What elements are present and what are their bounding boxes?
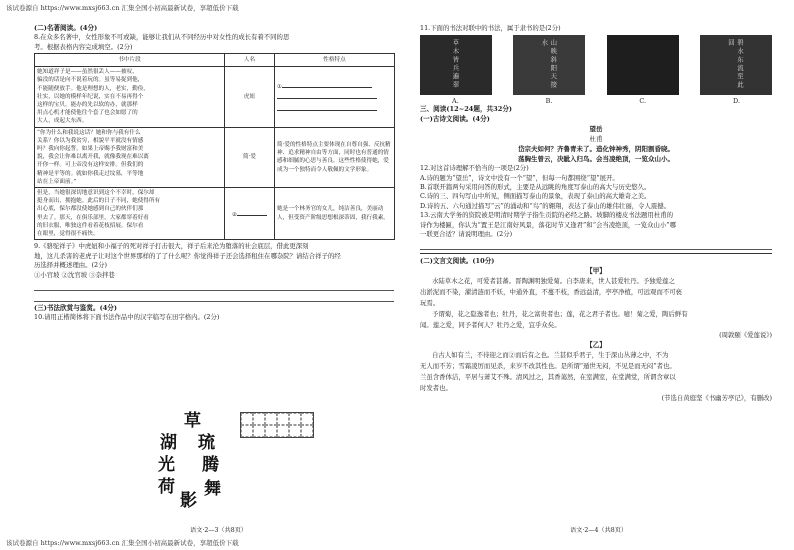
tianzige-grid[interactable] [240,412,314,438]
couplet-photo-d[interactable]: 碧水东流至此回 [700,35,772,95]
q12-option-a[interactable]: A.诗的题为“望岳”，诗文中没有一个“望”，但每一句都围绕“望”展开。 [420,173,619,182]
page-number-left: 语文·2—3（共8页） [190,527,248,534]
passage-jia-source: (周敦颐《爱莲说》) [719,331,772,340]
name-cell: 简·爱 [225,127,275,187]
poem-line: 荡胸生曾云，决眦入归鸟。会当凌绝顶，一览众山小。 [518,155,674,164]
calligraphy-char: 影 [180,491,197,508]
trait-cell: 她是一个林务官的女儿，纯洁善良，美丽动人，但受资产阶级思想根深蒂固，我行我素。 [275,188,395,240]
passage-yi-source: (节选自黄庭坚《书幽芳亭记》，有删改) [661,394,772,403]
table-header-excerpt: 书中片段 [35,54,225,67]
excerpt-cell: 她知道祥子是——虽然很丢人——被叹、 骗没的话是向不说着玩的。虽等易捉到他， 不能随便放手。他是理想的人，老实，勤俭， 壮实，以她的模样年纪说，实在不易再得个 这样的宝贝。能办的先以软的办，就那样 用点心机才能使他往个套了也会如愿了的 大人，成起大东西。 [35,67,225,127]
q13-line2: 诗作为楼匾，你认为“置王是江南好风景，落花时节又逢君”和“会当凌绝顶，一览众山小”哪 [420,220,676,229]
footer-watermark: 该试卷源自 https://www.mxsj663.cn 汇集全国小初高最新试卷，享超低价下载 [6,539,239,547]
poem-line: 岱宗夫如何？齐鲁青未了。造化钟神秀，阴阳割昏晓。 [518,145,674,154]
poem-title: 望岳 [589,125,603,134]
option-b-label: B. [545,97,553,106]
option-a-label: A. [452,97,459,106]
excerpt-cell: 但是，当她很深切地意识到这个不幸时，保尔却 挺身而出，拥抱她。此后的日子不同，她使得所有 出心底，保尔都没使她感到自己的伙伴们那 里去了。那天，在俱乐部里，大家都穿着好看 的旧衣服，唯独这件看着花枝招展。保尔看 在眼里，觉得很不痛快。 [35,188,225,240]
section-title-classics: (二)名著阅读。(4分) [34,24,98,32]
option-c-label: C. [639,97,647,106]
trait-cell: 简·爱的性格特点主要体现在自尊自强、反抗精神、追求精神自由等方面，同时也有普通的情感和细腻的心思与善良。这些性格使得她，爱成为一个独特而令人敬佩的文学形象。 [275,127,395,187]
calligraphy-char: 草 [184,411,201,431]
character-table [34,53,395,240]
q8-line1: 8.在众多名著中，女性形象不可或缺，能够让我们从不同经历中对女性的成长有着不同的思 [34,33,290,42]
calligraphy-char: 琉 [198,433,215,453]
page-number-right: 语文·2—4（共8页） [570,527,628,534]
table-row [35,127,395,187]
right-page [420,24,772,534]
header-watermark: 该试卷源自 https://www.mxsj663.cn 汇集全国小初高最新试卷，享超低价下载 [6,4,239,12]
subsection-poetry: (一)古诗文阅读。(4分) [420,114,490,123]
divider [420,253,772,254]
q9-line3: 历选择并概述理由。(2分) [34,261,107,270]
subsection-classical: (二)文言文阅读。(10分) [420,257,495,266]
q11-text: 11.下面的书法对联中的书法，属于隶书的是(2分) [420,24,561,32]
passage-jia-line: 出淤泥而不染，濯清涟而不妖，中通外直，不蔓不枝，香远益清，亭亭净植，可远观而不可亵 [420,288,683,297]
q12-option-c[interactable]: C.诗的三、四句写山中所见，侧面描写泰山的景象，表现了泰山的高大雄奇之美。 [420,192,651,201]
q8-line2: 考。根据表格内容完成填空。(2分) [34,42,133,51]
q10-text: 10.请用正楷简体将下面书法作品中的汉字临写在田字格内。(2分) [34,313,220,322]
q13-line1: 13.云南大学务的资院被是明清时期学子指生贡院的必经之路。坡脚的楼皮书法题用杜甫的 [420,211,674,220]
couplet-photos [420,35,772,95]
name-cell: 虎妞 [225,67,275,127]
passage-yi-line: 时发者也。 [420,384,452,393]
table-row [35,67,395,127]
calligraphy-char: 腾 [202,455,219,475]
passage-jia-line: 水陆草木之花，可爱者甚蕃。晋陶渊明独爱菊。自李唐来，世人甚爱牡丹。予独爱莲之 [432,277,675,286]
table-header-trait: 性格特点 [275,54,395,67]
calligraphy-artwork [154,408,226,508]
q9-line1: 9.《骆驼祥子》中虎妞和小福子的死对祥子打击很大，祥子后来沦为堕落的社会底层，借此更深刻 [34,242,309,251]
q9-options: ①小官坡 ②沈官坡 ③杂拌巷 [34,270,115,279]
option-d-label: D. [733,97,740,106]
couplet-photo-b[interactable]: 山映斜阳天接水 [513,35,585,95]
name-answer-cell[interactable]: ② [225,188,275,240]
table-header-name: 人名 [225,54,275,67]
answer-line[interactable] [34,293,394,302]
passage-jia-line: 闻。莲之爱，同予者何人？牡丹之爱，宜乎众矣。 [420,321,561,330]
q12-text: 12.对这首诗理解不恰当的一项是(2分) [420,164,529,173]
section-title-reading: 三、阅读(12~24题，共32分) [420,105,513,114]
q12-option-b[interactable]: B.首联开篇两句采用问答的形式，主要是从远眺的角度写泰山的高大与历史悠久。 [420,183,651,192]
poem-author: 杜甫 [589,135,603,144]
excerpt-cell: “你为什么和我说这话？她和你与我有什么 关系？你以为我贫穷，相貌平平就没有情感 吗？我向你起誓，如果上帝赐予我财富和美 貌，我会让你难以离开我，就像我现在难以离 开你一样。可上帝没有这样安排。但我们的 精神是平等的。就如你我走过坟墓，平等地 站在上帝面前。” [35,127,225,187]
calligraphy-char: 湖 [160,433,177,453]
trait-answer-cell[interactable]: ① [275,67,395,127]
q9-line2: 地，这儿杀害的老虎子让对这个世界那样的了了什么呢？你觉得祥子还会选择租住在哪杂院？请结合祥子的经 [34,251,341,260]
passage-yi-line: 兰虽含香体洁，平居与萧艾不殊。清风过之，其香蔼然，在室满室，在堂满堂，所谓含章以 [420,373,676,382]
passage-yi-line: 自古人如有兰，不待迎之而②而后有之也。兰甚似乎君子，生于深山丛薄之中，不为 [432,351,669,360]
passage-yi-line: 无人而不芳；雪霜凌厉而见杀，来岁不改其性也。是所谓“遁世无闷，不见是而无闷”者也。 [420,362,676,371]
passage-jia-line: 予谓菊，花之隐逸者也；牡丹，花之富贵者也；莲，花之君子者也。噫！菊之爱，陶后鲜有 [432,310,688,319]
calligraphy-char: 光 [158,455,175,475]
q12-option-d[interactable]: D.诗的五、六句通过描写“云”的涌动和“鸟”的翱翔，表达了泰山的雄伟壮丽，令人震撼。 [420,201,671,210]
calligraphy-char: 荷 [158,477,175,497]
couplet-photo-c[interactable] [607,35,679,95]
answer-line[interactable] [420,241,772,250]
q13-line3: 一联更合适？请说明理由。(2分) [420,230,513,239]
table-row [35,188,395,240]
couplet-photo-a[interactable]: 草木皆兵遍翠 [420,35,492,95]
calligraphy-char: 舞 [204,479,221,499]
passage-yi-label: 【乙】 [586,340,606,349]
passage-jia-line: 玩焉。 [420,299,440,308]
answer-line[interactable] [34,282,394,291]
section-title-calligraphy: (三)书法欣赏与鉴赏。(4分) [34,303,118,312]
passage-jia-label: 【甲】 [586,266,606,275]
